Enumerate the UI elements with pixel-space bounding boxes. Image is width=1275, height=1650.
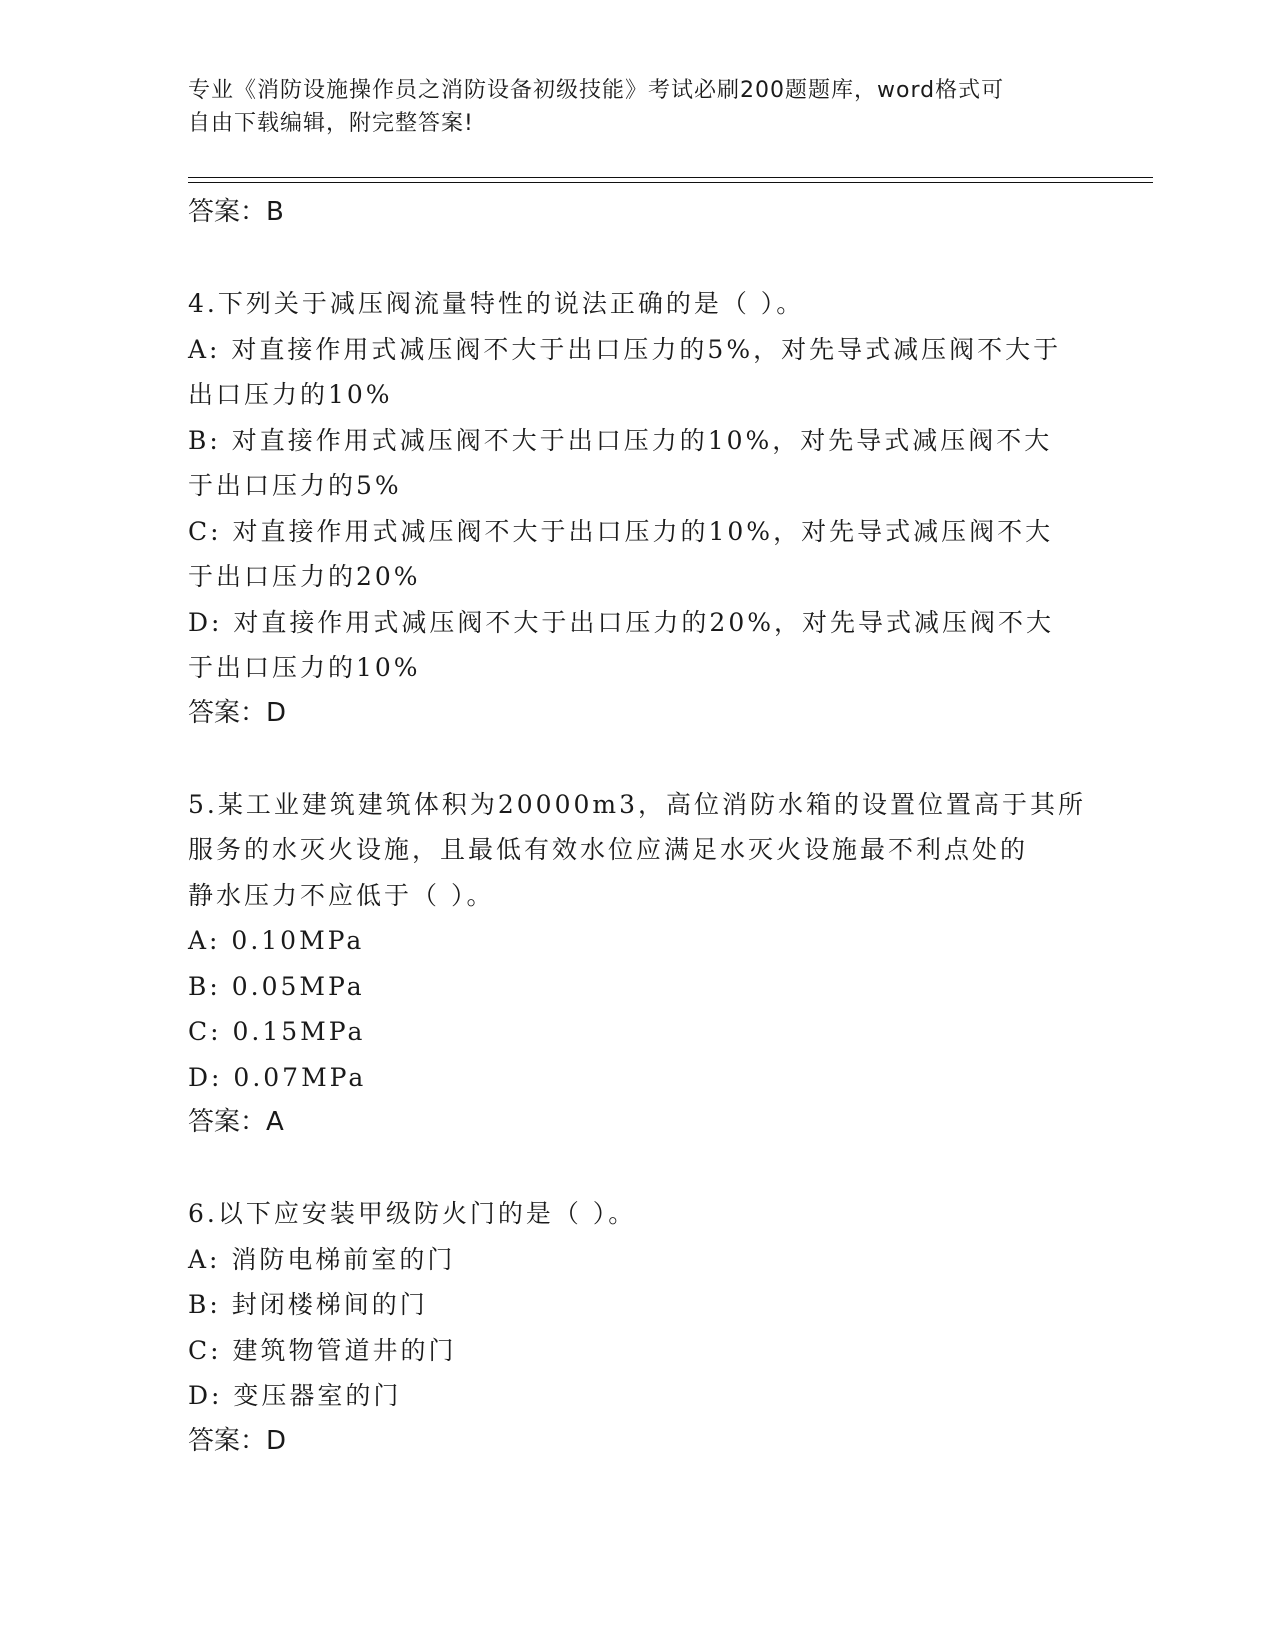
header-line-2: 自由下载编辑，附完整答案! (188, 111, 474, 136)
header-line-1: 专业《消防设施操作员之消防设备初级技能》考试必刷200题题库，word格式可 (188, 78, 1005, 103)
option-line: D: 对直接作用式减压阀不大于出口压力的20%，对先导式减压阀不大 (188, 607, 1054, 637)
option-line: C: 建筑物管道井的门 (188, 1335, 457, 1365)
option-line: 于出口压力的10% (188, 653, 421, 682)
option-line: 于出口压力的20% (188, 562, 421, 591)
answer-label: 答案：A (188, 1107, 284, 1137)
option-line: B: 封闭楼梯间的门 (188, 1290, 428, 1319)
option-line: B: 对直接作用式减压阀不大于出口压力的10%，对先导式减压阀不大 (188, 425, 1053, 455)
answer-label: 答案：D (188, 697, 287, 728)
option-line: A: 0.10MPa (188, 926, 365, 955)
document-body (188, 190, 1088, 1464)
spacer (188, 1145, 1088, 1191)
question-stem: 4.下列关于减压阀流量特性的说法正确的是（ ）。 (188, 289, 805, 318)
option-line: C: 对直接作用式减压阀不大于出口压力的10%，对先导式减压阀不大 (188, 516, 1054, 546)
document-header (188, 74, 1088, 140)
question-stem: 服务的水灭火设施，且最低有效水位应满足水灭火设施最不利点处的 (188, 835, 1029, 864)
question-block (188, 782, 1088, 1146)
question-stem: 6.以下应安装甲级防火门的是（ ）。 (188, 1199, 637, 1228)
question-block (188, 1191, 1088, 1464)
option-line: D: 0.07MPa (188, 1062, 367, 1092)
option-line: 于出口压力的5% (188, 471, 402, 500)
answer-label: 答案：B (188, 197, 284, 227)
option-line: D: 变压器室的门 (188, 1381, 402, 1410)
option-line: B: 0.05MPa (188, 971, 365, 1001)
option-line: A: 消防电梯前室的门 (188, 1244, 456, 1274)
header-divider-top (188, 177, 1153, 178)
option-line: 出口压力的10% (188, 380, 393, 409)
option-line: C: 0.15MPa (188, 1017, 366, 1046)
question-stem: 静水压力不应低于（ ）。 (188, 880, 495, 910)
header-divider-bottom (188, 182, 1153, 183)
option-line: A: 对直接作用式减压阀不大于出口压力的5%，对先导式减压阀不大于 (188, 334, 1062, 364)
question-stem: 5.某工业建筑建筑体积为20000m3，高位消防水箱的设置位置高于其所 (188, 789, 1086, 819)
question-block (188, 281, 1088, 736)
spacer (188, 235, 1088, 281)
answer-label: 答案：D (188, 1425, 287, 1456)
spacer (188, 736, 1088, 782)
